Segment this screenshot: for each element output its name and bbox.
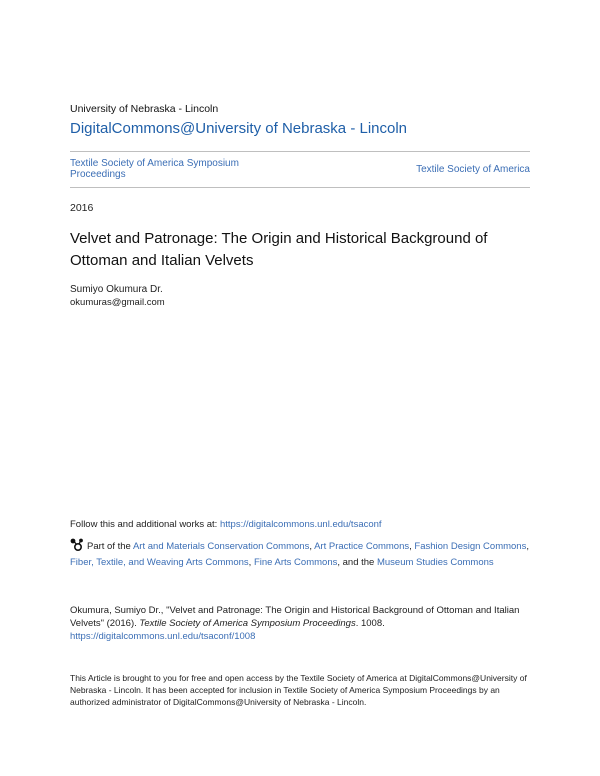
- commons-link-art-materials-conservation[interactable]: Art and Materials Conservation Commons: [132, 541, 310, 552]
- separator: ,: [526, 541, 529, 552]
- separator: ,: [409, 541, 415, 552]
- commons-link-art-practice[interactable]: Art Practice Commons: [314, 541, 410, 552]
- part-of-prefix: Part of the: [87, 541, 131, 552]
- divider-bottom: [70, 187, 530, 188]
- separator: ,: [309, 541, 315, 552]
- institution-name: University of Nebraska - Lincoln: [70, 103, 219, 115]
- article-title: Velvet and Patronage: The Origin and Historical Background of Ottoman and Italian Velvets: [70, 230, 488, 269]
- commons-link-fiber-textile-weaving[interactable]: Fiber, Textile, and Weaving Arts Commons: [70, 557, 249, 568]
- separator: ,: [248, 557, 254, 568]
- commons-link-fine-arts[interactable]: Fine Arts Commons: [253, 557, 338, 568]
- divider-top: [70, 151, 530, 152]
- citation-journal: Textile Society of America Symposium Proceedings: [139, 618, 356, 629]
- citation-text: Okumura, Sumiyo Dr., "Velvet and Patronage: The Origin and Historical Background of Ottoman and Italian Velvets" (2016).: [70, 605, 520, 629]
- part-of-section: [70, 538, 532, 571]
- author-email: okumuras@gmail.com: [70, 297, 165, 308]
- follow-url-link[interactable]: https://digitalcommons.unl.edu/tsaconf: [219, 519, 382, 530]
- access-statement: This Article is brought to you for free and open access by the Textile Society of America at DigitalCommons@University of Nebraska - Lincoln. It has been accepted for inclusion in Textile Society of America Symposium Proceedings by an authorized administrator of DigitalCommons@University of Nebraska - Lincoln.: [70, 673, 527, 707]
- commons-link-fashion-design[interactable]: Fashion Design Commons: [414, 541, 527, 552]
- citation-number: . 1008.: [355, 618, 385, 629]
- author-name: Sumiyo Okumura Dr.: [70, 284, 163, 295]
- repository-link[interactable]: DigitalCommons@University of Nebraska - Lincoln: [70, 120, 408, 137]
- collection-link[interactable]: Textile Society of America: [416, 164, 530, 175]
- follow-line: [70, 519, 382, 530]
- network-icon: [70, 538, 85, 551]
- follow-label: Follow this and additional works at:: [70, 519, 218, 530]
- series-link[interactable]: Textile Society of America Symposium Proceedings: [70, 158, 239, 180]
- recommended-citation: [70, 604, 532, 643]
- commons-link-museum-studies[interactable]: Museum Studies Commons: [376, 557, 494, 568]
- citation-url-link[interactable]: https://digitalcommons.unl.edu/tsaconf/1008: [70, 631, 256, 642]
- separator: , and the: [337, 557, 377, 568]
- publication-year: 2016: [70, 202, 94, 214]
